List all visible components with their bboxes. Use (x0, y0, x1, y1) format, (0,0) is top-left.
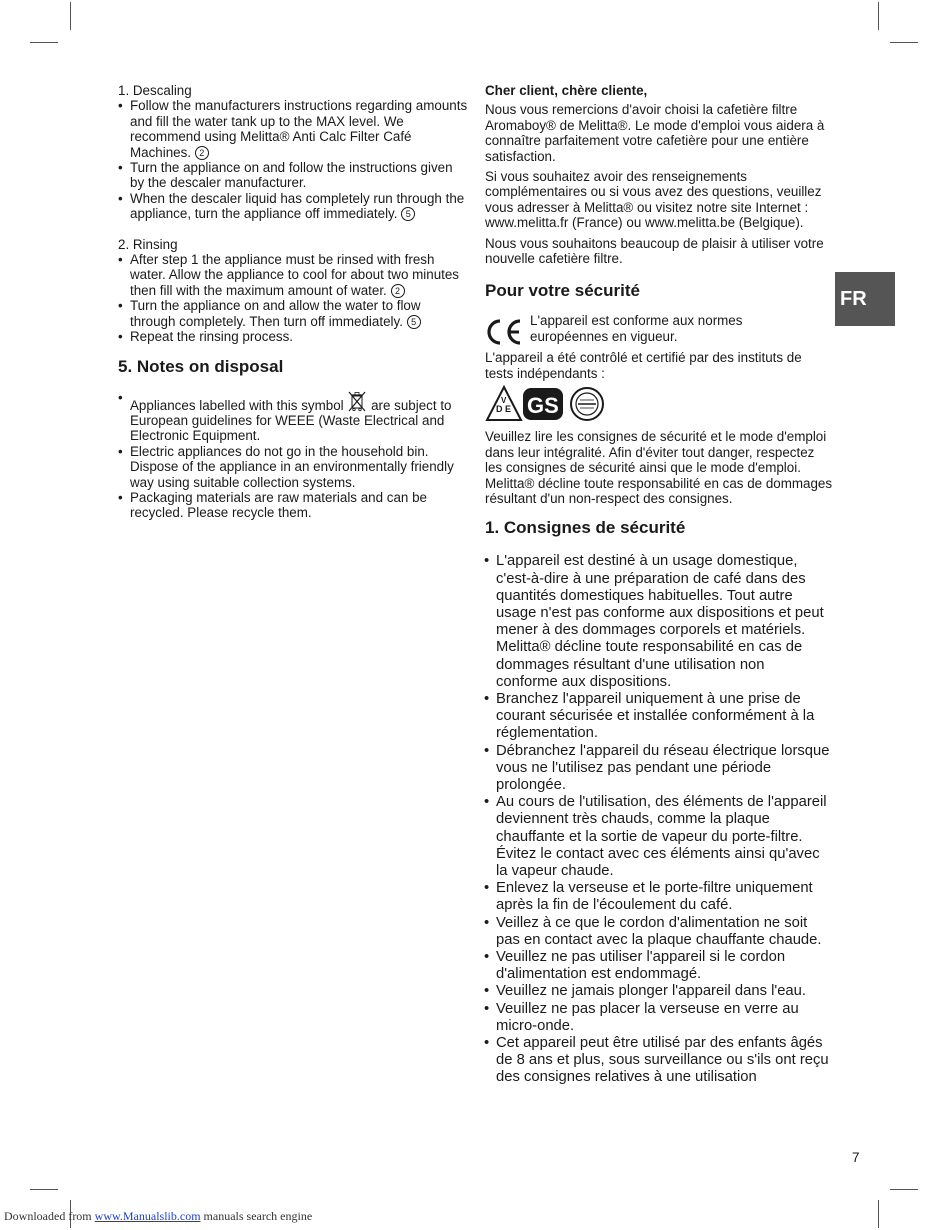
list-item: • Veuillez ne jamais plonger l'appareil dans l'eau. (484, 983, 830, 1000)
download-footer: Downloaded from www.Manualslib.com manuals search engine (4, 1209, 313, 1223)
list-item: • Turn the appliance on and follow the instructions given by the descaler manufacturer. (118, 160, 468, 191)
ce-text: L'appareil est conforme aux normes européennes en vigueur. (530, 313, 743, 344)
svg-text:V: V (501, 396, 507, 406)
crop-mark (30, 1189, 58, 1190)
read-instructions-text: Veuillez lire les consignes de sécurité et le mode d'emploi dans leur intégralité. Afin d'éviter tout danger, respectez les consignes de sécurité ainsi que le mode d'emploi. Melitta® décline toute responsabilité en cas de dommages résultant d'un non-respect des consignes. (485, 429, 833, 506)
intro-paragraph: Si vous souhaitez avoir des renseignements complémentaires ou si vous avez des questions, veuillez vous adresser à Melitta® ou visitez notre site Internet : www.melitta.fr (France) ou www.melitta.be (Belgique). (485, 169, 822, 231)
list-item: • L'appareil est destiné à un usage domestique, c'est-à-dire à une préparation de café dans des quantités domestiques habituelles. Tout autre usage n'est pas conforme aux dispositions et peut mener à des dommages corporels et matériels. Melitta® décline toute responsabilité en cas de dommages résultant d'une utilisation non conforme aux dispositions. (484, 553, 830, 691)
intro-paragraph: Nous vous remercions d'avoir choisi la cafetière filtre Aromaboy® de Melitta®. Le mode d'emploi vous aidera à connaître parfaitement votre cafetière pour une entière satisfaction. (485, 102, 825, 164)
weee-bin-icon (347, 390, 367, 412)
safety-heading: Pour votre sécurité (485, 281, 640, 301)
crop-mark (890, 42, 918, 43)
list-item: • Veuillez ne pas utiliser l'appareil si le cordon d'alimentation est endommagé. (484, 949, 830, 983)
list-item: • Cet appareil peut être utilisé par des enfants âgés de 8 ans et plus, sous surveillance ou s'ils ont reçu des consignes relatives à une utilisation (484, 1035, 830, 1087)
svg-text:GS: GS (527, 393, 559, 419)
list-item: • When the descaler liquid has completely run through the appliance, turn the appliance off immediately. 5 (118, 191, 468, 222)
left-column (118, 83, 468, 521)
list-item: • Follow the manufacturers instructions regarding amounts and fill the water tank up to the MAX level. We recommend using Melitta® Anti Calc Filter Café Machines. 2 (118, 98, 468, 160)
list-item: • Packaging materials are raw materials and can be recycled. Please recycle them. (118, 490, 468, 521)
step-ref-2: 2 (195, 146, 209, 160)
right-column (485, 83, 833, 1087)
step-ref-5: 5 (401, 207, 415, 221)
step-ref-5: 5 (407, 315, 421, 329)
intro-paragraph: Nous vous souhaitons beaucoup de plaisir à utiliser votre nouvelle cafetière filtre. (485, 235, 824, 267)
list-item: • Veillez à ce que le cordon d'alimentation ne soit pas en contact avec la plaque chauffante chaude. (484, 915, 830, 949)
page-number: 7 (852, 1150, 860, 1165)
crop-mark (890, 1189, 918, 1190)
certified-text: L'appareil a été contrôlé et certifié par des instituts de tests indépendants : (485, 350, 802, 381)
crop-mark (30, 42, 58, 43)
svg-text:E: E (505, 404, 512, 415)
disposal-list (118, 390, 468, 521)
list-item: • Veuillez ne pas placer la verseuse en verre au micro-onde. (484, 1001, 830, 1035)
consignes-heading: 1. Consignes de sécurité (485, 518, 686, 538)
list-item: • Enlevez la verseuse et le porte-filtre uniquement après la fin de l'écoulement du café. (484, 880, 830, 914)
list-item: • Appliances labelled with this symbol are subject to European guidelines for WEEE (Waste Electrical and Electronic Equipment. (118, 390, 468, 444)
list-item: • Turn the appliance on and allow the water to flow through completely. Then turn off immediately. 5 (118, 298, 468, 329)
disposal-heading: 5. Notes on disposal (118, 356, 284, 376)
step-ref-2: 2 (391, 284, 405, 298)
crop-mark (878, 1200, 879, 1228)
list-item: • Electric appliances do not go in the household bin. Dispose of the appliance in an environmentally friendly way using suitable collection systems. (118, 444, 468, 490)
list-item: • Au cours de l'utilisation, des éléments de l'appareil deviennent très chauds, comme la plaque chauffante et la sortie de vapeur du porte-filtre. Évitez le contact avec ces éléments ainsi qu'avec la vapeur chaude. (484, 794, 830, 880)
cert-logos (485, 385, 833, 429)
list-item: • Repeat the rinsing process. (118, 329, 468, 344)
rinsing-title: 2. Rinsing (118, 236, 178, 252)
svg-text:D: D (496, 404, 503, 415)
manualslib-link[interactable]: www.Manualslib.com (94, 1209, 201, 1223)
list-item: • After step 1 the appliance must be rinsed with fresh water. Allow the appliance to cool for about two minutes then fill with the maximum amount of water. 2 (118, 252, 468, 298)
descaling-list (118, 98, 468, 221)
list-item: • Débranchez l'appareil du réseau électrique lorsque vous ne l'utilisez pas pendant une période prolongée. (484, 743, 830, 795)
vde-gs-certification-icon (485, 385, 625, 423)
ce-mark-icon (485, 318, 523, 346)
rinsing-list (118, 252, 468, 344)
ce-block (485, 315, 833, 346)
crop-mark (70, 2, 71, 30)
greeting: Cher client, chère cliente, (485, 83, 648, 98)
list-item: • Branchez l'appareil uniquement à une prise de courant sécurisée et installée conformément à la réglementation. (484, 691, 830, 743)
consignes-list (484, 553, 830, 1086)
crop-mark (878, 2, 879, 30)
language-tab: FR (835, 272, 895, 326)
descaling-title: 1. Descaling (118, 83, 192, 98)
